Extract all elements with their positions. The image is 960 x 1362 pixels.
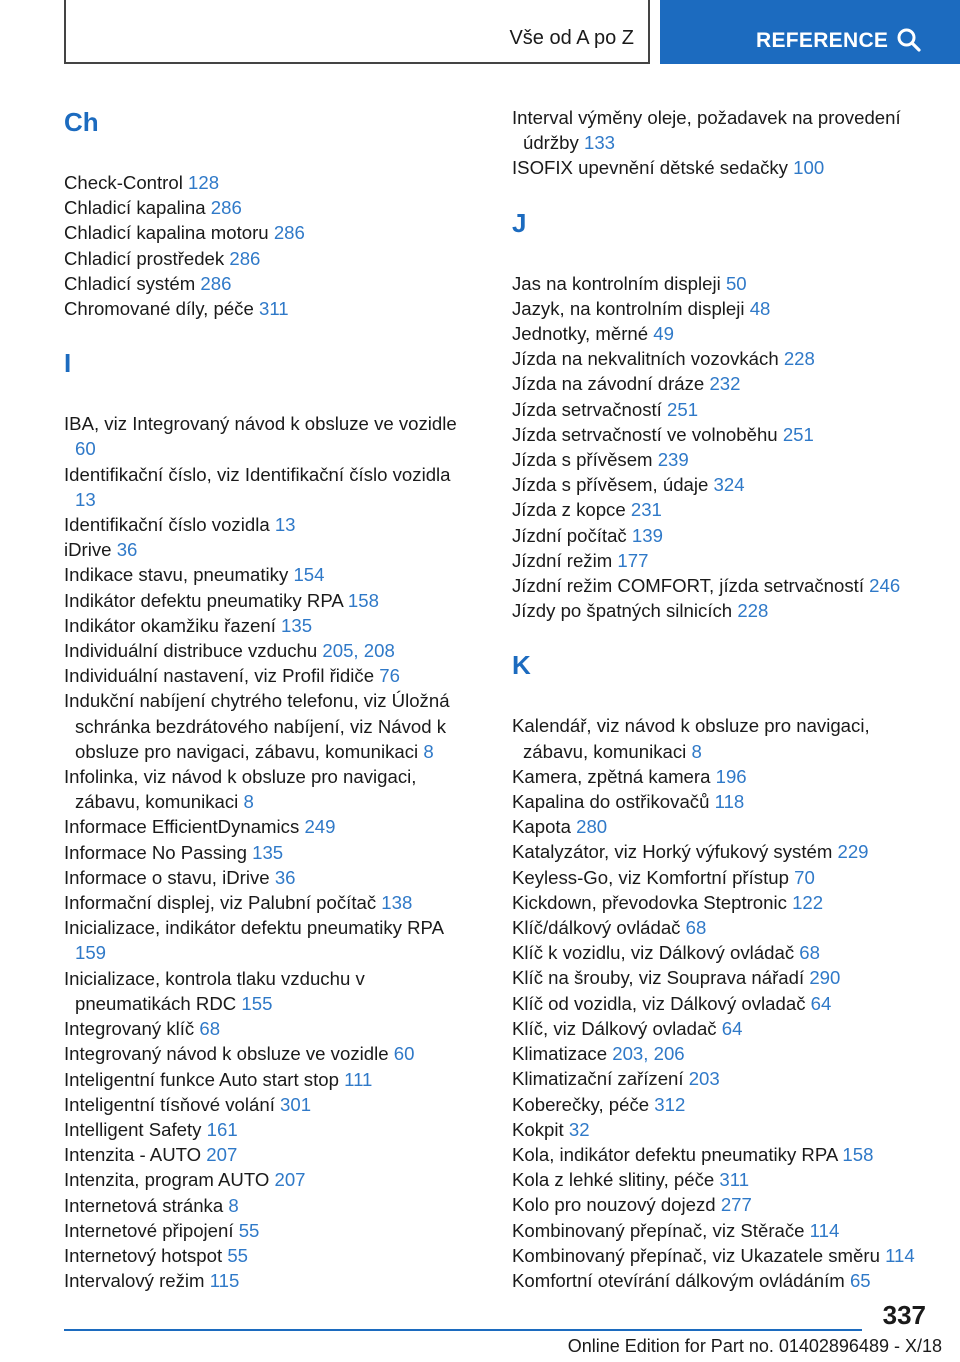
index-entry-text: Indukční nabíjení chytrého telefonu, viz Úložná schránka bezdrátového nabíjení, viz Návod k obsluze pro navigaci, zábavu, komunikaci — [64, 690, 450, 762]
index-entry — [64, 296, 464, 321]
index-list-j — [512, 271, 932, 624]
index-entry — [512, 1243, 932, 1268]
index-entry — [512, 371, 932, 396]
index-entry-text: Internetová stránka — [64, 1194, 224, 1216]
index-page-link[interactable]: 13 — [75, 488, 96, 510]
index-entry — [512, 523, 932, 548]
index-entry — [512, 1117, 932, 1142]
index-entry-text: Chladicí kapalina motoru — [64, 222, 269, 244]
index-entry-text: Individuální nastavení, viz Profil řidiče — [64, 665, 375, 687]
index-entry — [512, 447, 932, 472]
index-page-link[interactable]: 286 — [200, 272, 232, 294]
index-letter-i: I — [64, 348, 72, 379]
index-entry — [512, 713, 932, 763]
index-page-link[interactable]: 311 — [719, 1169, 750, 1191]
index-entry-text: Klíč od vozidla, viz Dálkový ovladač — [512, 992, 806, 1014]
index-entry — [64, 1268, 464, 1293]
index-page-link[interactable]: 68 — [199, 1018, 221, 1040]
index-entry-text: Jízdní režim — [512, 549, 613, 571]
index-page-link[interactable]: 277 — [720, 1194, 752, 1216]
index-entry-text: Kickdown, převodovka Steptronic — [512, 891, 787, 913]
index-entry-text: Klíč na šrouby, viz Souprava nářadí — [512, 967, 805, 989]
index-page-link[interactable]: 114 — [809, 1219, 840, 1241]
index-entry — [64, 271, 464, 296]
index-entry — [64, 663, 464, 688]
index-entry-text: Jízda s přívěsem, údaje — [512, 474, 709, 496]
index-entry-text: Informace EfficientDynamics — [64, 816, 300, 838]
index-page-link[interactable]: 68 — [799, 942, 820, 964]
index-entry-text: Keyless-Go, viz Komfortní přístup — [512, 866, 789, 888]
footer-divider — [64, 1329, 862, 1331]
index-page-link[interactable]: 122 — [792, 891, 824, 913]
index-entry — [64, 1092, 464, 1117]
index-page-link[interactable]: 203, 206 — [612, 1043, 685, 1065]
index-entry-text: Jízda setrvačností ve volnoběhu — [512, 423, 778, 445]
index-entry — [512, 940, 932, 965]
index-entry-text: Inicializace, indikátor defektu pneumatiky RPA — [64, 917, 443, 939]
index-entry-text: Indikace stavu, pneumatiky — [64, 564, 289, 586]
index-list-ch — [64, 170, 464, 321]
index-entry-text: Jízda z kopce — [512, 499, 626, 521]
index-entry — [64, 1142, 464, 1167]
index-entry — [64, 915, 464, 965]
index-entry-text: Kapalina do ostřikovačů — [512, 791, 710, 813]
index-page-link[interactable]: 48 — [749, 297, 771, 319]
index-entry — [512, 472, 932, 497]
index-entry — [64, 246, 464, 271]
index-entry — [512, 789, 932, 814]
index-page-link[interactable]: 286 — [273, 222, 305, 244]
index-entry — [64, 195, 464, 220]
index-entry-text: Check-Control — [64, 172, 183, 193]
index-entry-text: Chladicí kapalina — [64, 197, 206, 219]
index-entry-text: Kolo pro nouzový dojezd — [512, 1194, 716, 1216]
index-entry-text: Intenzita, program AUTO — [64, 1169, 270, 1191]
index-entry — [64, 688, 464, 764]
index-entry-text: Katalyzátor, viz Horký výfukový systém — [512, 841, 833, 863]
index-entry — [512, 1268, 932, 1293]
index-entry-text: Jazyk, na kontrolním displeji — [512, 297, 745, 319]
index-entry-text: Kapota — [512, 816, 571, 838]
index-page-link[interactable]: 128 — [188, 172, 220, 193]
reference-tab[interactable] — [660, 0, 960, 64]
index-page-link[interactable]: 312 — [654, 1093, 686, 1115]
index-page-link[interactable]: 50 — [725, 272, 747, 294]
index-page-link[interactable]: 324 — [713, 474, 745, 496]
index-entry — [64, 1016, 464, 1041]
index-entry — [512, 1167, 932, 1192]
index-page-link[interactable]: 100 — [793, 157, 825, 179]
index-entry — [512, 1218, 932, 1243]
index-page-link[interactable]: 159 — [75, 942, 107, 964]
index-entry — [64, 1218, 464, 1243]
index-entry-text: Chromované díly, péče — [64, 298, 254, 320]
index-page-link[interactable]: 311 — [259, 298, 289, 320]
index-entry-text: Indikátor defektu pneumatiky RPA — [64, 589, 343, 611]
index-entry — [512, 271, 932, 296]
index-entry — [64, 764, 464, 814]
index-page-link[interactable]: 64 — [810, 992, 832, 1014]
index-entry — [512, 1041, 932, 1066]
index-entry — [64, 170, 464, 195]
index-page-link[interactable]: 138 — [381, 892, 413, 914]
index-entry — [64, 588, 464, 613]
index-entry — [512, 839, 932, 864]
index-entry — [512, 548, 932, 573]
index-page-link[interactable]: 65 — [849, 1269, 871, 1291]
index-page-link[interactable]: 301 — [280, 1093, 312, 1115]
index-page-link[interactable]: 207 — [274, 1169, 306, 1191]
index-entry — [64, 840, 464, 865]
index-page-link[interactable]: 286 — [210, 197, 242, 219]
edition-footer: Online Edition for Part no. 01402896489 - X/18 — [567, 1336, 942, 1356]
index-entry-text: Identifikační číslo, viz Identifikační číslo vozidla — [64, 463, 451, 485]
index-page-link[interactable]: 111 — [344, 1068, 373, 1090]
index-entry-text: Identifikační číslo vozidla — [64, 514, 270, 536]
search-icon[interactable] — [896, 27, 922, 53]
header-section-box — [64, 0, 650, 64]
index-entry — [64, 512, 464, 537]
index-page-link[interactable]: 55 — [238, 1219, 260, 1241]
index-entry-text: Indikátor okamžiku řazení — [64, 614, 276, 636]
index-entry-text: Jas na kontrolním displeji — [512, 272, 721, 294]
index-entry — [512, 1092, 932, 1117]
index-letter-j: J — [512, 207, 527, 238]
index-entry — [512, 764, 932, 789]
index-page-link[interactable]: 118 — [714, 791, 745, 813]
index-page-link[interactable]: 280 — [576, 816, 608, 838]
index-page-link[interactable]: 70 — [794, 866, 815, 888]
index-entry — [64, 613, 464, 638]
index-entry — [512, 598, 932, 623]
index-page-link[interactable]: 60 — [393, 1043, 415, 1065]
index-entry — [64, 411, 464, 461]
index-page-link[interactable]: 228 — [783, 348, 815, 370]
index-list-k — [512, 713, 932, 1293]
index-entry-text: Intenzita - AUTO — [64, 1144, 202, 1166]
index-page-link[interactable]: 8 — [423, 740, 434, 762]
index-page-link[interactable]: 286 — [229, 247, 261, 269]
index-entry-text: Chladicí systém — [64, 272, 196, 294]
index-entry — [512, 296, 932, 321]
index-entry — [64, 562, 464, 587]
index-entry — [512, 321, 932, 346]
index-entry — [512, 422, 932, 447]
index-entry-text: Integrovaný klíč — [64, 1018, 195, 1040]
index-entry — [512, 915, 932, 940]
index-page-link[interactable]: 239 — [657, 449, 689, 471]
index-page-link[interactable]: 196 — [715, 765, 747, 787]
index-entry — [64, 537, 464, 562]
index-entry — [512, 497, 932, 522]
index-entry — [64, 1041, 464, 1066]
index-entry-text: Infolinka, viz návod k obsluze pro navigaci, zábavu, komunikaci — [64, 766, 417, 813]
index-entry-text: Informace No Passing — [64, 841, 247, 863]
index-entry — [64, 966, 464, 1016]
index-page-link[interactable]: 133 — [583, 132, 616, 154]
index-entry — [512, 105, 932, 155]
index-entry — [512, 155, 932, 180]
index-entry-text: Klimatizace — [512, 1043, 608, 1065]
section-title: Vše od A po Z — [509, 27, 634, 49]
index-entry-text: Internetový hotspot — [64, 1244, 223, 1266]
index-page-link[interactable]: 68 — [685, 917, 707, 939]
index-entry-text: Klimatizační zařízení — [512, 1068, 684, 1090]
index-column-right — [512, 105, 932, 1293]
index-entry-text: Jízda na nekvalitních vozovkách — [512, 348, 779, 370]
index-page-link[interactable]: 154 — [293, 564, 325, 586]
index-page-link[interactable]: 158 — [347, 589, 379, 611]
index-entry-text: Kombinovaný přepínač, viz Ukazatele směru — [512, 1244, 880, 1266]
index-entry — [512, 1016, 932, 1041]
index-page-link[interactable]: 251 — [667, 398, 699, 420]
index-page-link[interactable]: 205, 208 — [322, 640, 395, 662]
index-entry — [512, 573, 932, 598]
index-page-link[interactable]: 158 — [842, 1143, 874, 1165]
index-entry — [512, 814, 932, 839]
index-entry-text: Integrovaný návod k obsluze ve vozidle — [64, 1043, 389, 1065]
index-entry-text: Jízda na závodní dráze — [512, 373, 705, 395]
index-page-link[interactable]: 76 — [379, 665, 400, 687]
index-entry — [512, 991, 932, 1016]
index-list-i — [64, 411, 464, 1293]
index-entry-text: iDrive — [64, 539, 112, 561]
index-entry-text: Inteligentní tísňové volání — [64, 1093, 275, 1115]
index-letter-ch: Ch — [64, 107, 99, 137]
index-page-link[interactable]: 36 — [274, 866, 296, 888]
index-page-link[interactable]: 229 — [837, 841, 869, 863]
index-page-link[interactable]: 49 — [653, 323, 674, 345]
index-entry — [512, 397, 932, 422]
index-page-link[interactable]: 60 — [75, 438, 96, 460]
index-entry-text: Kombinovaný přepínač, viz Stěrače — [512, 1219, 805, 1241]
index-entry-text: Koberečky, péče — [512, 1093, 650, 1115]
index-page-link[interactable]: 32 — [568, 1118, 590, 1140]
index-column-left — [64, 104, 464, 1293]
index-entry-text: Jízda setrvačností — [512, 398, 662, 420]
index-entry — [64, 1167, 464, 1192]
index-entry-text: Jízdní režim COMFORT, jízda setrvačností — [512, 575, 864, 597]
index-entry-text: Klíč, viz Dálkový ovladač — [512, 1017, 717, 1039]
index-entry — [64, 462, 464, 512]
index-entry-text: Chladicí prostředek — [64, 247, 225, 269]
index-page-link[interactable]: 139 — [631, 524, 663, 546]
index-page-link[interactable]: 13 — [274, 514, 296, 536]
index-page-link[interactable]: 8 — [243, 791, 254, 813]
index-entry-text: Kola, indikátor defektu pneumatiky RPA — [512, 1143, 838, 1165]
index-entry-text: Internetové připojení — [64, 1219, 234, 1241]
index-page-link[interactable]: 249 — [304, 816, 336, 838]
index-list-continued — [512, 105, 932, 181]
index-page-link[interactable]: 55 — [227, 1244, 249, 1266]
index-entry — [512, 1192, 932, 1217]
index-entry-text: IBA, viz Integrovaný návod k obsluze ve vozidle — [64, 413, 457, 435]
index-entry-text: Kokpit — [512, 1118, 564, 1140]
page-number: 337 — [882, 1300, 926, 1330]
index-entry — [512, 865, 932, 890]
index-page-link[interactable]: 246 — [869, 575, 901, 597]
index-letter-k: K — [512, 650, 531, 681]
index-page-link[interactable]: 231 — [630, 499, 662, 521]
index-page-link[interactable]: 115 — [209, 1270, 240, 1292]
index-entry — [64, 865, 464, 890]
index-page-link[interactable]: 114 — [885, 1244, 915, 1266]
index-page-link[interactable]: 177 — [617, 549, 649, 571]
index-page-link[interactable]: 36 — [116, 539, 138, 561]
index-entry — [64, 220, 464, 245]
index-page-link[interactable]: 228 — [737, 600, 769, 622]
index-entry-text: Inicializace, kontrola tlaku vzduchu v pneumatikách RDC — [64, 967, 365, 1014]
index-page-link[interactable]: 161 — [206, 1118, 238, 1140]
index-page-link[interactable]: 203 — [688, 1068, 720, 1090]
index-entry-text: Klíč k vozidlu, viz Dálkový ovládač — [512, 942, 795, 964]
index-page-link[interactable]: 232 — [709, 373, 741, 395]
index-entry — [512, 346, 932, 371]
index-entry-text: Kamera, zpětná kamera — [512, 765, 711, 787]
index-entry-text: Informační displej, viz Palubní počítač — [64, 892, 377, 914]
index-page-link[interactable]: 8 — [228, 1194, 239, 1216]
index-entry — [64, 638, 464, 663]
index-page-link[interactable]: 64 — [721, 1017, 743, 1039]
index-page-link[interactable]: 8 — [691, 740, 702, 762]
index-entry-text: Informace o stavu, iDrive — [64, 866, 270, 888]
index-entry — [512, 1066, 932, 1091]
index-entry-text: Kola z lehké slitiny, péče — [512, 1169, 715, 1191]
index-entry — [512, 890, 932, 915]
index-entry-text: Jízdy po špatných silnicích — [512, 600, 733, 622]
index-entry-text: Klíč/dálkový ovládač — [512, 917, 681, 939]
index-entry-text: ISOFIX upevnění dětské sedačky — [512, 157, 788, 179]
index-entry — [64, 814, 464, 839]
index-entry-text: Jednotky, měrné — [512, 323, 649, 345]
index-entry-text: Kalendář, viz návod k obsluze pro navigaci, zábavu, komunikaci — [512, 715, 870, 762]
index-page-link[interactable]: 251 — [782, 423, 814, 445]
reference-label: REFERENCE — [756, 29, 889, 52]
index-page-link[interactable]: 155 — [241, 992, 273, 1014]
index-entry-text: Inteligentní funkce Auto start stop — [64, 1068, 339, 1090]
index-entry — [512, 1142, 932, 1167]
index-entry-text: Individuální distribuce vzduchu — [64, 640, 318, 662]
index-entry-text: Interval výměny oleje, požadavek na provedení údržby — [512, 107, 901, 154]
index-entry — [512, 965, 932, 990]
index-page-link[interactable]: 135 — [252, 841, 284, 863]
index-entry-text: Intelligent Safety — [64, 1118, 202, 1140]
index-page-link[interactable]: 207 — [206, 1144, 238, 1166]
index-entry — [64, 1117, 464, 1142]
index-entry — [64, 890, 464, 915]
index-page-link[interactable]: 290 — [809, 967, 841, 989]
index-entry — [64, 1243, 464, 1268]
index-page-link[interactable]: 135 — [281, 614, 313, 636]
index-entry-text: Komfortní otevírání dálkovým ovládáním — [512, 1269, 845, 1291]
index-entry — [64, 1193, 464, 1218]
index-entry-text: Intervalový režim — [64, 1270, 205, 1292]
index-entry-text: Jízda s přívěsem — [512, 449, 653, 471]
index-entry-text: Jízdní počítač — [512, 524, 627, 546]
index-entry — [64, 1067, 464, 1092]
